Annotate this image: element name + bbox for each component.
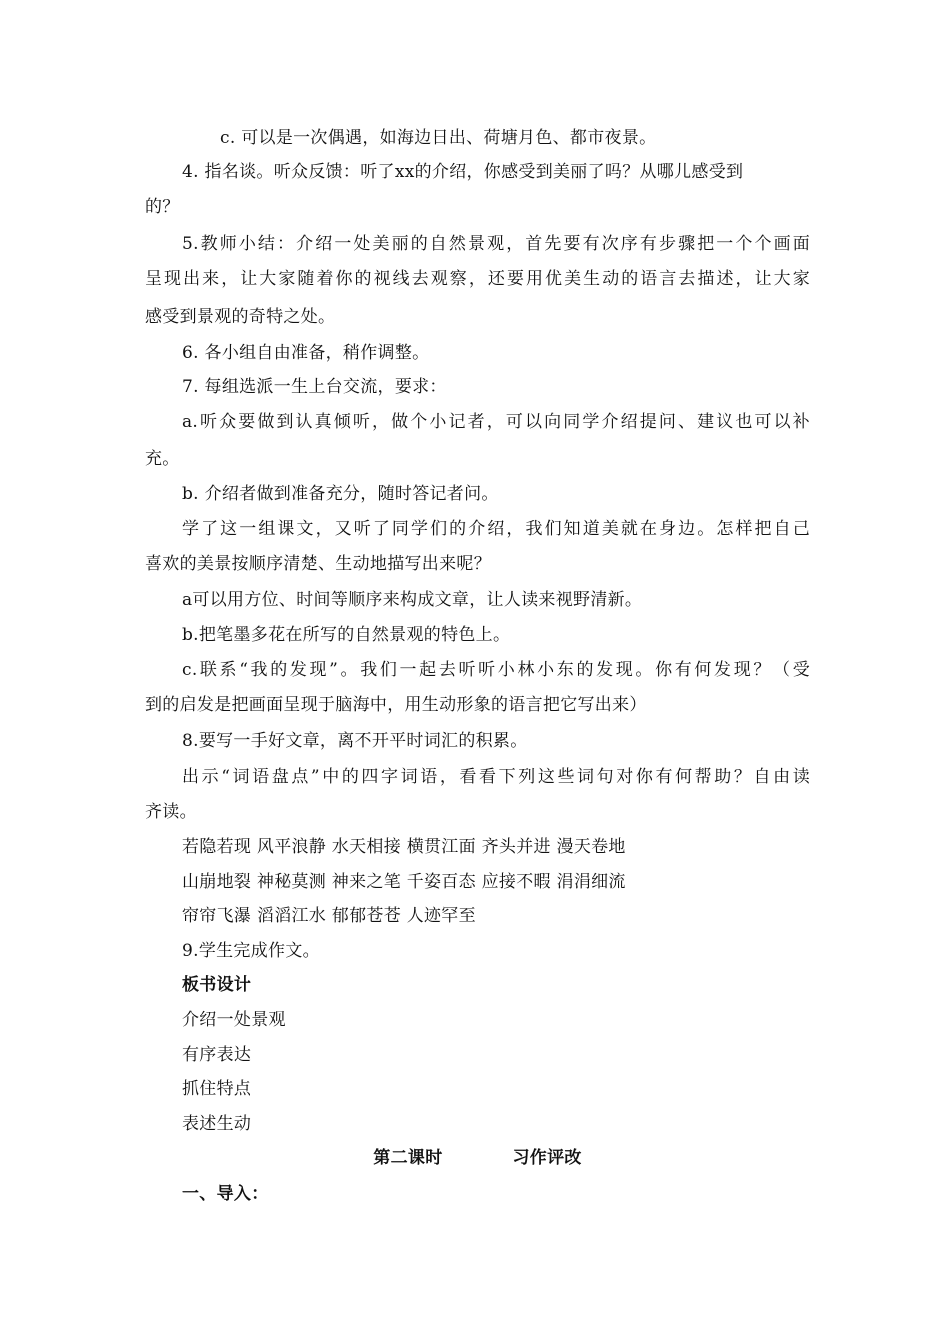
text-line-vocab-row1: 若隐若现 风平浪静 水天相接 横贯江面 齐头并进 漫天卷地 (182, 837, 626, 857)
board-item-4: 表述生动 (182, 1114, 252, 1134)
text-line-vocab-intro-cont: 齐读。 (145, 802, 197, 822)
text-line-vocab-intro: 出示“词语盘点”中的四字词语，看看下列这些词句对你有何帮助？自由读 (182, 767, 810, 787)
text-line-req-a: a.听众要做到认真倾听，做个小记者，可以向同学介绍提问、建议也可以补 (182, 412, 810, 432)
text-line-tip-a: a可以用方位、时间等顺序来构成文章，让人读来视野清新。 (182, 590, 643, 610)
text-line-req-b: b. 介绍者做到准备充分，随时答记者问。 (182, 484, 499, 504)
board-item-3: 抓住特点 (182, 1079, 252, 1099)
text-line-tip-c: c.联系“我的发现”。我们一起去听听小林小东的发现。你有何发现？（受 (182, 660, 810, 680)
text-line-step5-cont1: 呈现出来，让大家随着你的视线去观察，还要用优美生动的语言去描述，让大家 (145, 269, 810, 289)
text-line-summary-cont: 喜欢的美景按顺序清楚、生动地描写出来呢？ (145, 554, 491, 574)
text-line-summary: 学了这一组课文，又听了同学们的介绍，我们知道美就在身边。怎样把自己 (182, 519, 810, 539)
text-line-step5-cont2: 感受到景观的奇特之处。 (145, 307, 336, 327)
text-line-vocab-row2: 山崩地裂 神秘莫测 神来之笔 千姿百态 应接不暇 涓涓细流 (182, 872, 626, 892)
text-line-req-a-cont: 充。 (145, 449, 180, 469)
board-design-heading: 板书设计 (182, 975, 252, 995)
text-line-step4-cont: 的？ (145, 197, 180, 217)
text-line-c-example: c. 可以是一次偶遇，如海边日出、荷塘月色、都市夜景。 (220, 128, 657, 148)
text-line-step7: 7. 每组选派一生上台交流，要求： (182, 377, 447, 397)
text-line-step4: 4. 指名谈。听众反馈：听了xx的介绍，你感受到美丽了吗？从哪儿感受到 (182, 162, 744, 182)
lesson-heading-part2: 习作评改 (512, 1148, 582, 1168)
section-heading-intro: 一、导入： (182, 1184, 269, 1204)
lesson-heading-part1: 第二课时 (373, 1148, 443, 1168)
board-item-2: 有序表达 (182, 1045, 252, 1065)
text-line-step6: 6. 各小组自由准备，稍作调整。 (182, 343, 430, 363)
text-line-tip-c-cont: 到的启发是把画面呈现于脑海中，用生动形象的语言把它写出来） (145, 695, 647, 715)
lesson-heading (145, 1147, 810, 1169)
text-line-step9: 9.学生完成作文。 (182, 941, 320, 961)
text-line-vocab-row3: 帘帘飞瀑 滔滔江水 郁郁苍苍 人迹罕至 (182, 906, 476, 926)
board-item-1: 介绍一处景观 (182, 1010, 286, 1030)
text-line-tip-b: b.把笔墨多花在所写的自然景观的特色上。 (182, 625, 511, 645)
text-line-step8: 8.要写一手好文章，离不开平时词汇的积累。 (182, 731, 528, 751)
text-line-step5: 5.教师小结：介绍一处美丽的自然景观，首先要有次序有步骤把一个个画面 (182, 234, 810, 254)
